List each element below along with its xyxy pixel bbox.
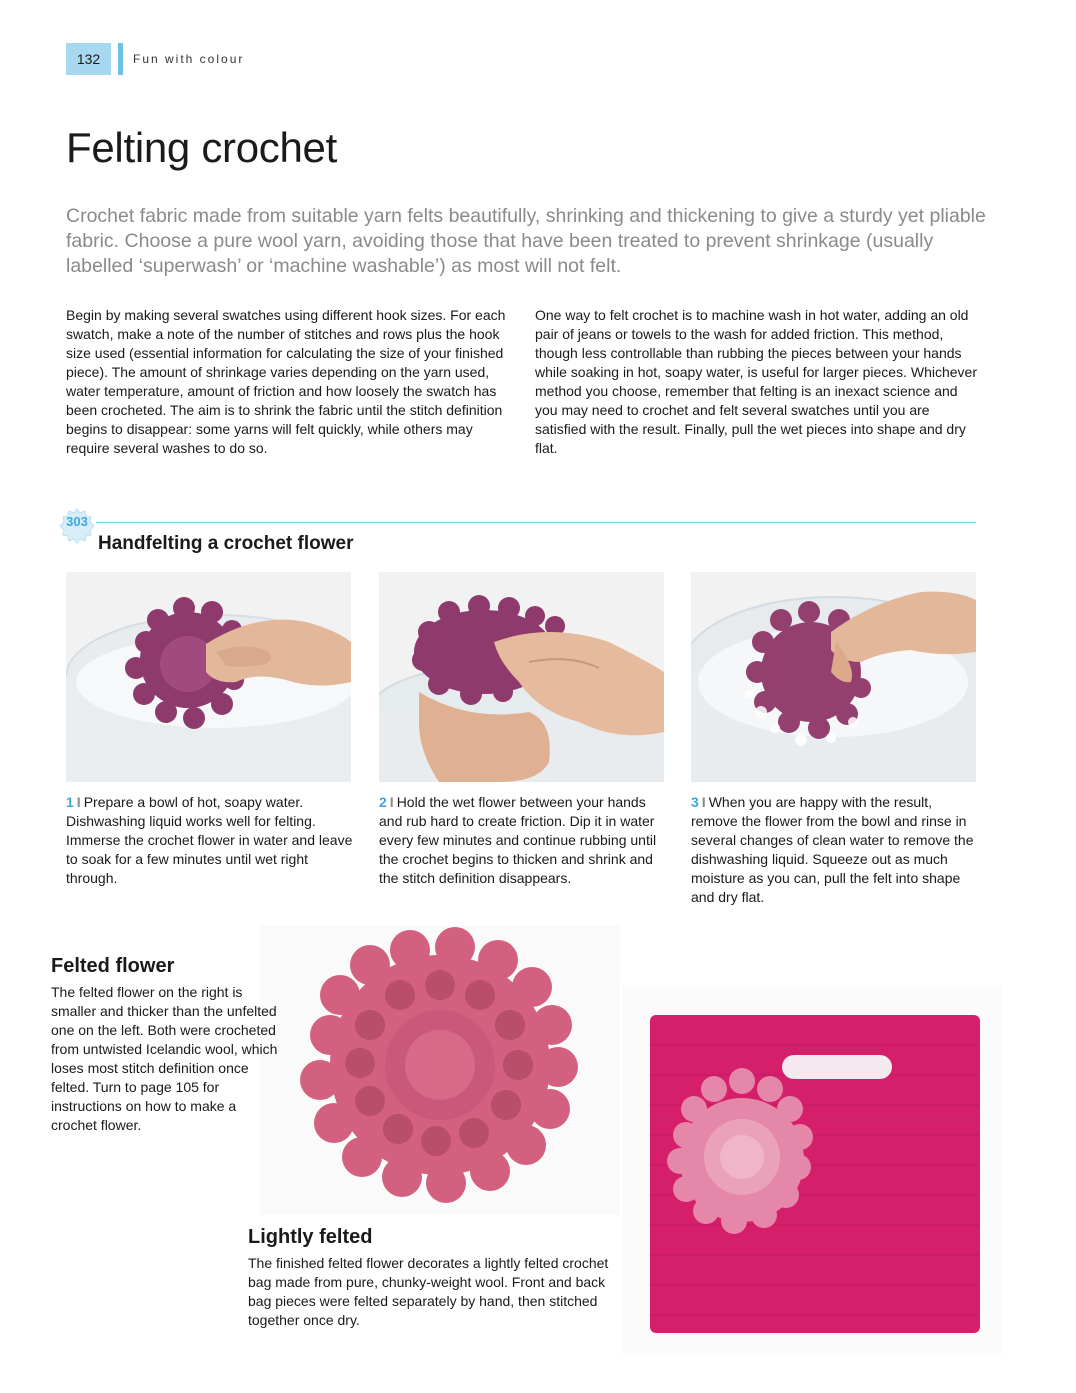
step-separator: I — [76, 794, 81, 810]
intro-paragraph: Crochet fabric made from suitable yarn felts beautifully, shrinking and thickening to give a sturdy yet pliable fabric. Choose a pure wool yarn, avoiding those that have been treated to prevent shrinkage (usually labelled ‘superwash’ or ‘machine washable’) as most will not felt. — [66, 205, 986, 277]
step-2-photo — [379, 572, 664, 782]
header-divider — [118, 43, 123, 75]
step-2-text: Hold the wet flower between your hands and rub hard to create friction. Dip it in water every few minutes and continue rubbing until the crochet begins to thicken and shrink and the stitch definition disappears. — [379, 794, 657, 886]
step-3-photo — [691, 572, 976, 782]
step-3-number: 3 — [691, 794, 699, 810]
felted-flower-photo — [260, 925, 620, 1215]
step-1-photo — [66, 572, 351, 782]
lightly-felted-block — [248, 1226, 628, 1330]
felted-flower-block — [51, 955, 279, 1135]
step-1-text: Prepare a bowl of hot, soapy water. Dishwashing liquid works well for felting. Immerse the crochet flower in water and leave to soak for a few minutes until wet right through. — [66, 794, 353, 886]
running-header — [66, 43, 244, 75]
felted-flower-heading: Felted flower — [51, 955, 175, 977]
page-number: 132 — [66, 43, 111, 75]
step-2-caption — [379, 793, 669, 888]
lightly-felted-heading: Lightly felted — [248, 1226, 373, 1248]
page-title: Felting crochet — [66, 124, 337, 171]
step-separator: I — [389, 794, 394, 810]
felted-flower-description: The felted flower on the right is smaller and thicker than the unfelted one on the left. Both were crocheted from untwisted Icelandic wool, which loses most stitch definition once felted. Turn to page 105 for instructions on how to make a crochet flower. — [51, 984, 278, 1133]
step-2-number: 2 — [379, 794, 387, 810]
body-column-left: Begin by making several swatches using different hook sizes. For each swatch, make a note of the number of stitches and rows plus the hook size used (essential information for calculating the size of your finished piece). The amount of shrinkage varies depending on the yarn used, water temperature, amount of friction and how loosely the swatch has been crocheted. The aim is to shrink the fabric until the stitch definition begins to disappear: some yarns will felt quickly, while others may require several washes to do so. — [66, 307, 506, 456]
step-separator: I — [701, 794, 706, 810]
technique-number: 303 — [66, 514, 88, 529]
technique-number-badge — [59, 508, 95, 544]
section-heading: Handfelting a crochet flower — [98, 533, 354, 554]
step-1-number: 1 — [66, 794, 74, 810]
step-3-caption — [691, 793, 981, 907]
step-3-text: When you are happy with the result, remove the flower from the bowl and rinse in several changes of clean water to remove the dishwashing liquid. Squeeze out as much moisture as you can, pull the felt into shape and dry flat. — [691, 794, 974, 905]
section-divider — [96, 522, 976, 523]
step-1-caption — [66, 793, 356, 888]
felted-bag-photo — [622, 985, 1002, 1355]
chapter-name: Fun with colour — [133, 52, 245, 66]
body-column-right: One way to felt crochet is to machine wash in hot water, adding an old pair of jeans or towels to the wash for added friction. This method, though less controllable than rubbing the pieces between your hands while soaking in hot, soapy water, is useful for larger pieces. Whichever method you choose, remember that felting is an inexact science and you may need to crochet and felt several swatches until you are satisfied with the result. Finally, pull the wet pieces into shape and dry flat. — [535, 307, 977, 456]
lightly-felted-description: The finished felted flower decorates a lightly felted crochet bag made from pure, chunky-weight wool. Front and back bag pieces were felted separately by hand, then stitched together once dry. — [248, 1255, 609, 1328]
